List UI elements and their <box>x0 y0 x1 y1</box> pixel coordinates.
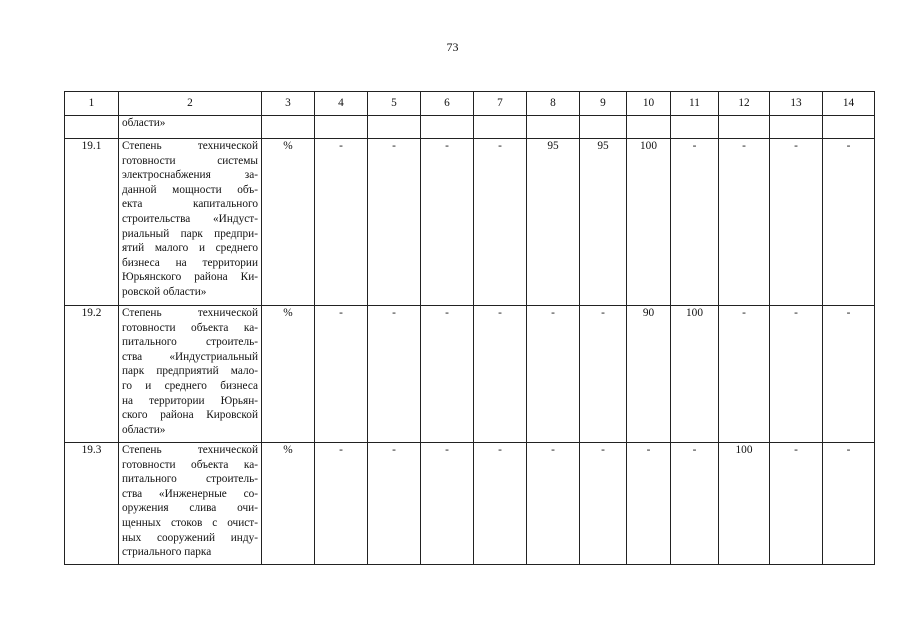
value-cell: - <box>770 139 823 306</box>
indicator-name-line: го и среднего бизнеса <box>122 379 258 392</box>
column-header: 5 <box>368 92 421 116</box>
value-cell: - <box>580 306 627 443</box>
column-header: 1 <box>65 92 119 116</box>
value-cell: - <box>527 306 580 443</box>
table-cell <box>671 116 719 139</box>
table-cell <box>580 116 627 139</box>
table-cell <box>719 116 770 139</box>
value-cell: - <box>368 139 421 306</box>
column-header: 11 <box>671 92 719 116</box>
value-cell: - <box>719 139 770 306</box>
indicator-name-line: на территории Юрьян- <box>122 394 258 407</box>
value-cell: - <box>770 443 823 565</box>
value-cell: - <box>421 443 474 565</box>
indicators-table <box>64 91 875 565</box>
value-cell: 90 <box>627 306 671 443</box>
column-header: 13 <box>770 92 823 116</box>
indicator-name-line: ных сооружений инду- <box>122 531 258 544</box>
row-code: 19.3 <box>65 443 119 565</box>
value-cell: 95 <box>580 139 627 306</box>
indicator-name-line: области» <box>122 423 166 436</box>
column-header: 8 <box>527 92 580 116</box>
indicator-name-line: ства «Индустриальный <box>122 350 258 363</box>
indicator-name-line: готовности объекта ка- <box>122 321 258 334</box>
column-header: 12 <box>719 92 770 116</box>
table-row <box>65 443 875 565</box>
indicator-name-line: Степень технической <box>122 140 258 152</box>
table-cell <box>315 116 368 139</box>
indicator-name-line: питального строитель- <box>122 336 258 349</box>
value-cell: 100 <box>719 443 770 565</box>
unit-cell: % <box>262 443 315 565</box>
table-cell <box>527 116 580 139</box>
value-cell: - <box>368 306 421 443</box>
value-cell: - <box>823 139 875 306</box>
row-code: 19.1 <box>65 139 119 306</box>
indicator-name-line: питального строитель- <box>122 473 258 486</box>
column-header: 10 <box>627 92 671 116</box>
indicator-name-line: готовности объекта ка- <box>122 458 258 471</box>
table-cell <box>262 116 315 139</box>
indicator-name-line: ства «Инженерные со- <box>122 487 258 500</box>
value-cell: - <box>315 139 368 306</box>
value-cell: - <box>474 443 527 565</box>
indicator-name: области» <box>119 116 262 139</box>
unit-cell: % <box>262 306 315 443</box>
indicator-name-line: ятий малого и среднего <box>122 242 258 255</box>
indicator-name-line: электроснабжения за- <box>122 169 258 182</box>
value-cell: - <box>823 443 875 565</box>
table-cell <box>421 116 474 139</box>
value-cell: - <box>770 306 823 443</box>
value-cell: - <box>315 443 368 565</box>
value-cell: - <box>719 306 770 443</box>
table-row <box>65 306 875 443</box>
value-cell: - <box>421 139 474 306</box>
indicator-name-line: Степень технической <box>122 307 258 319</box>
indicator-name-line: ровской области» <box>122 285 207 298</box>
row-code: 19.2 <box>65 306 119 443</box>
unit-cell: % <box>262 139 315 306</box>
table-cell <box>770 116 823 139</box>
indicator-name-line: стриального парка <box>122 546 212 559</box>
value-cell: - <box>474 306 527 443</box>
value-cell: - <box>671 443 719 565</box>
value-cell: 100 <box>627 139 671 306</box>
value-cell: 100 <box>671 306 719 443</box>
indicator-name-line: парк предприятий мало- <box>122 365 258 378</box>
value-cell: - <box>580 443 627 565</box>
value-cell: - <box>474 139 527 306</box>
table-cell <box>627 116 671 139</box>
table-cell <box>474 116 527 139</box>
header-row <box>65 92 875 116</box>
value-cell: - <box>627 443 671 565</box>
indicator-name-line: бизнеса на территории <box>122 256 258 269</box>
value-cell: - <box>823 306 875 443</box>
value-cell: - <box>421 306 474 443</box>
indicator-name <box>119 139 262 306</box>
indicator-name-line: данной мощности объ- <box>122 183 258 196</box>
indicator-name-line: оружения слива очи- <box>122 502 258 515</box>
column-header: 2 <box>119 92 262 116</box>
indicator-name-line: ского района Кировской <box>122 409 258 422</box>
value-cell: 95 <box>527 139 580 306</box>
indicator-name-line: Юрьянского района Ки- <box>122 271 258 284</box>
indicator-name-line: готовности системы <box>122 154 258 167</box>
column-header: 7 <box>474 92 527 116</box>
table-row-continuation <box>65 116 875 139</box>
indicator-name-line: Степень технической <box>122 444 258 456</box>
indicator-name-line: щенных стоков с очист- <box>122 516 258 529</box>
column-header: 6 <box>421 92 474 116</box>
indicator-name-line: риальный парк предпри- <box>122 227 258 240</box>
table-cell <box>823 116 875 139</box>
table-row <box>65 139 875 306</box>
table-cell <box>368 116 421 139</box>
value-cell: - <box>368 443 421 565</box>
value-cell: - <box>671 139 719 306</box>
indicator-name-line: екта капитального <box>122 198 258 211</box>
column-header: 3 <box>262 92 315 116</box>
column-header: 4 <box>315 92 368 116</box>
indicator-name <box>119 306 262 443</box>
value-cell: - <box>527 443 580 565</box>
table-cell <box>65 116 119 139</box>
column-header: 9 <box>580 92 627 116</box>
value-cell: - <box>315 306 368 443</box>
indicator-name <box>119 443 262 565</box>
indicator-name-line: строительства «Индуст- <box>122 212 258 225</box>
column-header: 14 <box>823 92 875 116</box>
page-number: 73 <box>446 40 459 54</box>
